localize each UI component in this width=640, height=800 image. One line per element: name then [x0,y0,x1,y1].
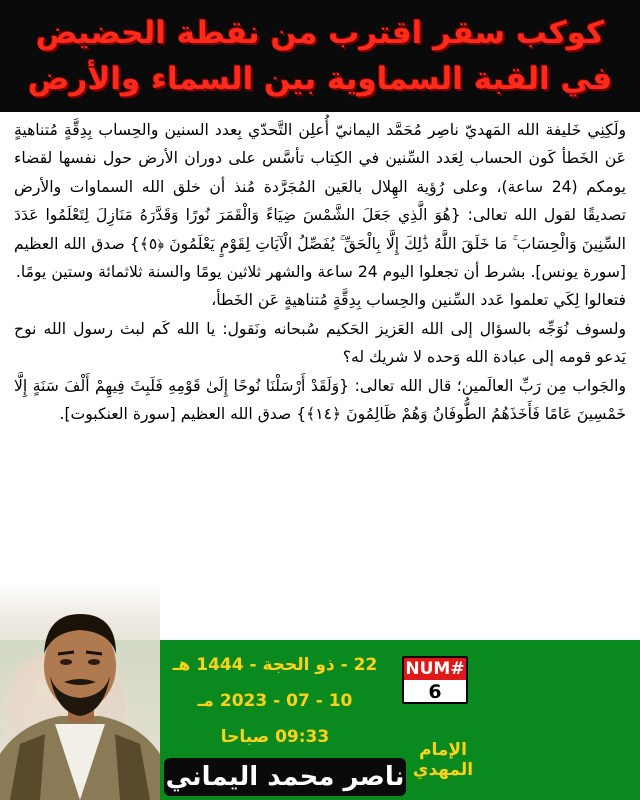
page-title-line-1: كوكب سقر اقترب من نقطة الحضيض [35,15,605,51]
number-badge-label: NUM# [405,659,465,679]
number-badge-value: 6 [428,681,442,703]
gregorian-date: 10 - 07 - 2023 مـ [197,691,353,711]
article-paragraph-3: ولسوف نُوَجِّه بالسؤال إلى الله العَزيز الحَكيم سُبحانه ونَقول: يا الله كَم لبث رسول الله نوح يَدعو قومه إلى عبادة الله وَحده لا شريك له؟ [14,319,626,367]
header-banner [0,0,640,112]
imam-title-word-2: المهدي [412,760,474,780]
article-paragraph-1: ولَكِنِي خَليفة الله المَهديّ ناصِر مُحَمَّد اليمانيّ أُعلِن التَّحدّي بِعدد السنين والحِساب بِدِقَّةٍ مُتناهيةٍ عَن الخَطأ كَون الحساب لِعَدد السِّنين في الكِتاب تأسَّس على دوران الأرض حول نفسها لقضاء يومكم (24 ساعة)، وعلى رُؤية الهِلال بالعَين المُجَرَّدة مُنذ أن خلق الله السماوات والأرض تصديقًا لقول الله تعالى: {هُوَ الَّذِي جَعَلَ الشَّمْسَ ضِيَاءً وَالْقَمَرَ نُورًا وَقَدَّرَهُ مَنَازِلَ لِتَعْلَمُوا عَدَدَ السِّنِينَ وَالْحِسَابَ ۚ مَا خَلَقَ اللَّهُ ذَٰلِكَ إِلَّا بِالْحَقِّ ۚ يُفَصِّلُ الْآيَاتِ لِقَوْمٍ يَعْلَمُونَ ﴿٥﴾} صدق الله العظيم [سورة يونس]. بشرط أن تجعلوا اليوم 24 ساعة والشهر ثلاثين يومًا والسنة ثلاثمائة وستين يومًا. [14,121,627,282]
number-badge [402,656,468,704]
article-body [14,116,626,636]
time-label: 09:33 صباحا [220,727,330,747]
article-paragraph-2: فتعالوا لِكَي تعلموا عَدد السِّنين والحِساب بِدِقَّةٍ مُتناهيةٍ عَن الخَطأ، [211,291,626,310]
article-paragraph-4: والجَواب مِن رَبِّ العالَمين؛ قال الله تعالى: {وَلَقَدْ أَرْسَلْنَا نُوحًا إِلَىٰ قَوْمِهِ فَلَبِثَ فِيهِمْ أَلْفَ سَنَةٍ إِلَّا خَمْسِينَ عَامًا فَأَخَذَهُمُ الطُّوفَانُ وَهُمْ ظَالِمُونَ ﴿١٤﴾} صدق الله العظيم [سورة العنكبوت]. [14,376,626,424]
imam-title-word-1: الإمام [419,740,467,760]
hijri-date: 22 - ذو الحجة - 1444 هـ [172,655,378,675]
page-title-line-2: في القبة السماوية بين السماء والأرض [27,61,613,97]
portrait-photo [0,584,160,800]
name-label: ناصر محمد اليماني [164,758,406,796]
